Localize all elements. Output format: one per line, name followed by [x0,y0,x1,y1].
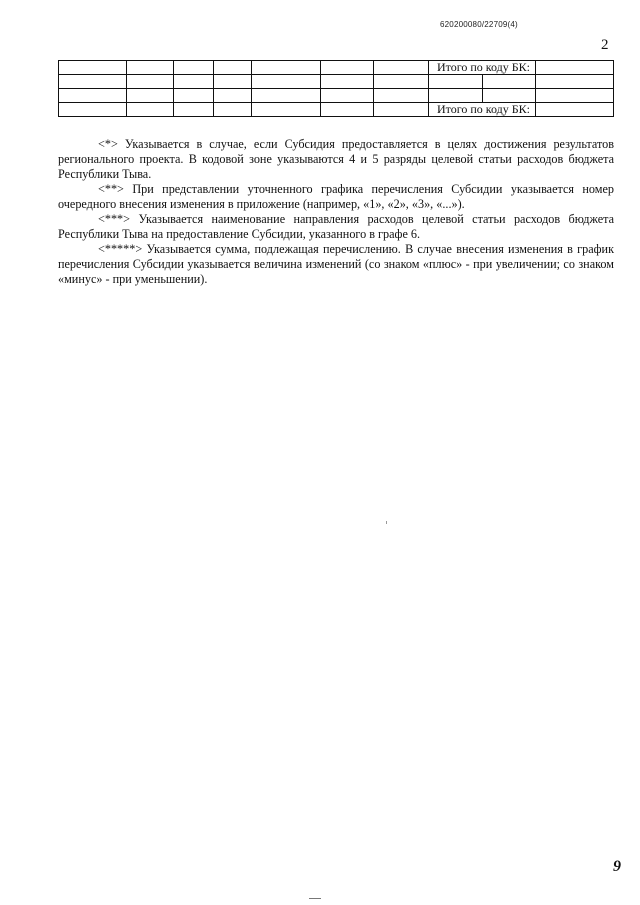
table-cell [252,103,321,117]
table-cell [536,75,614,89]
table-cell [174,61,214,75]
table-cell [321,61,374,75]
table-cell [59,89,127,103]
table-cell [127,75,174,89]
table-cell [321,103,374,117]
table-cell [536,89,614,103]
table-cell [321,89,374,103]
footnote-3: <***> Указывается наименование направления расходов целевой статьи расходов бюджета Республики Тыва на предоставление Субсидии, указанного в графе 6. [58,212,614,241]
table-cell [429,75,483,89]
total-by-bk-value [536,61,614,75]
table-cell [59,75,127,89]
scan-speck [309,898,321,899]
document-code: 620200080/22709(4) [440,20,518,29]
table-cell [214,103,252,117]
table-cell [483,89,536,103]
table-cell [174,89,214,103]
table-cell [374,75,429,89]
footnote-1: <*> Указывается в случае, если Субсидия предоставляется в целях достижения результатов регионального проекта. В кодовой зоне указываются 4 и 5 разряды целевой статьи расходов бюджета Республики Тыва. [58,137,614,181]
total-by-bk-label: Итого по коду БК: [429,61,536,75]
table-cell [59,61,127,75]
table-row-total-1 [59,61,614,75]
table-cell [374,103,429,117]
table-cell [214,61,252,75]
table-cell [252,61,321,75]
table-cell [214,75,252,89]
table-cell [127,89,174,103]
total-by-bk-label: Итого по коду БК: [429,103,536,117]
scan-speck [386,521,387,524]
table-row [59,89,614,103]
table-cell [374,89,429,103]
table-cell [252,75,321,89]
table-cell [321,75,374,89]
handwritten-page-mark: 9 [613,858,621,875]
total-by-bk-value [536,103,614,117]
transfer-schedule-table [58,60,614,117]
table-row [59,75,614,89]
table-cell [127,103,174,117]
page-number: 2 [601,37,609,53]
table-cell [214,89,252,103]
table-cell [59,103,127,117]
footnote-4: <*****> Указывается сумма, подлежащая перечислению. В случае внесения изменения в график перечисления Субсидии указывается величина изменений (со знаком «плюс» - при увеличении; со знаком «минус» - при уменьшении). [58,242,614,286]
table-cell [374,61,429,75]
table-cell [127,61,174,75]
table-cell [429,89,483,103]
footnote-2: <**> При представлении уточненного графика перечисления Субсидии указывается номер очередного внесения изменения в приложение (например, «1», «2», «3», «...»). [58,182,614,211]
footnotes [58,137,614,287]
table-row-total-2 [59,103,614,117]
table-cell [174,75,214,89]
table-cell [483,75,536,89]
table-cell [252,89,321,103]
table-cell [174,103,214,117]
